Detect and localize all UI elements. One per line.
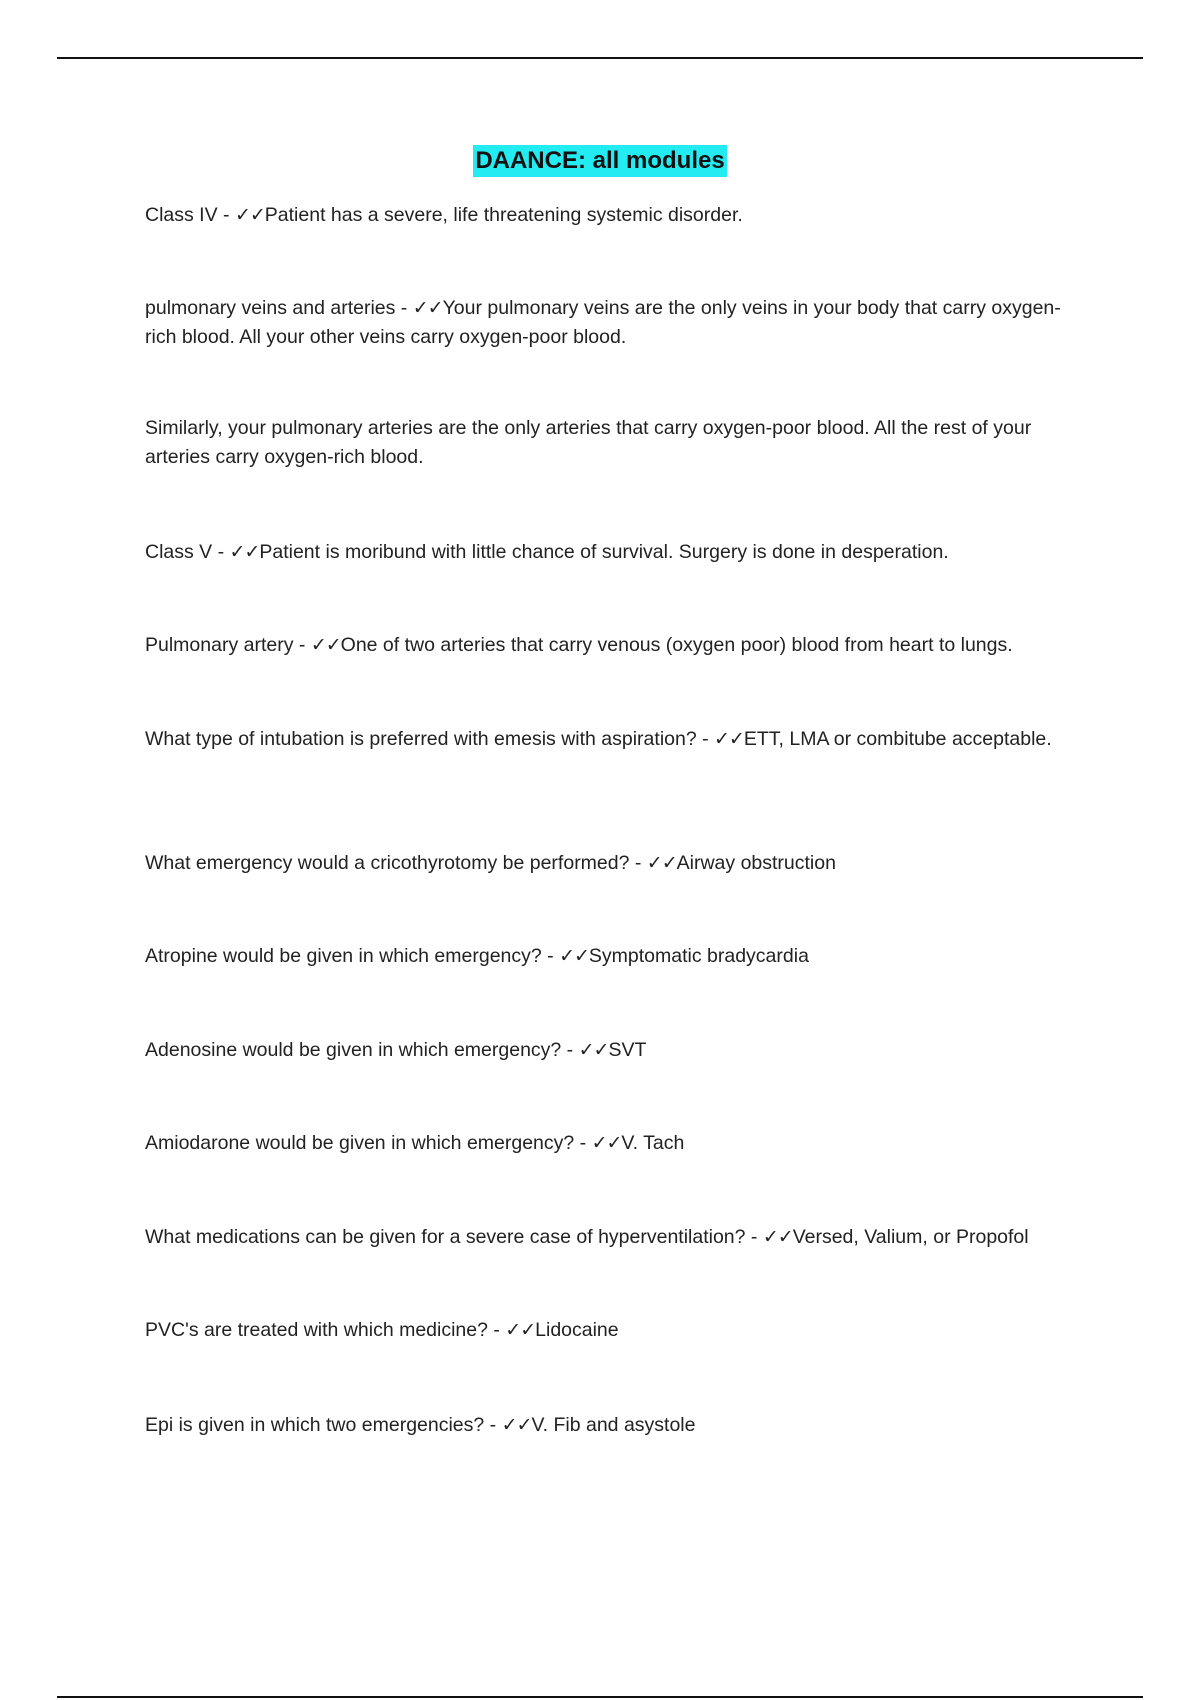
entry-answer: Patient has a severe, life threatening systemic disorder. [264, 204, 743, 226]
double-check-icon: ✓✓ [762, 1226, 793, 1248]
entry-atropine [145, 942, 1085, 971]
entry-term: Class IV - [145, 204, 235, 226]
document-title: DAANCE: all modules [473, 145, 726, 177]
entry-answer: Patient is moribund with little chance of survival. Surgery is done in desperation. [259, 541, 949, 563]
double-check-icon: ✓✓ [591, 1132, 622, 1154]
double-check-icon: ✓✓ [501, 1414, 532, 1436]
entry-intubation [145, 725, 1085, 754]
entry-class-v [145, 538, 1085, 567]
double-check-icon: ✓✓ [505, 1319, 536, 1341]
double-check-icon: ✓✓ [310, 634, 341, 656]
double-check-icon: ✓✓ [234, 204, 265, 226]
double-check-icon: ✓✓ [714, 728, 744, 750]
entry-answer: Similarly, your pulmonary arteries are the only arteries that carry oxygen-poor blood. All the rest of your arteries carry oxygen-rich blood. [145, 417, 1032, 468]
entry-epi [145, 1411, 1085, 1440]
entry-answer: V. Fib and asystole [531, 1414, 696, 1436]
entry-answer: ETT, LMA or combitube acceptable. [743, 728, 1052, 750]
entry-adenosine [145, 1036, 1085, 1065]
title-wrap [0, 145, 1200, 177]
entry-answer: Versed, Valium, or Propofol [792, 1226, 1029, 1248]
double-check-icon: ✓✓ [412, 297, 443, 319]
entry-term: Atropine would be given in which emergency? - [145, 945, 560, 967]
entry-term: Amiodarone would be given in which emergency? - [145, 1132, 592, 1154]
entry-answer: Your pulmonary veins are the only veins in your body that carry oxygen-rich blood. All your other veins carry oxygen-poor blood. [145, 297, 1061, 348]
header-rule [57, 57, 1143, 59]
entry-term: PVC's are treated with which medicine? - [145, 1319, 506, 1341]
entry-cricothyrotomy [145, 849, 1085, 878]
entry-answer: V. Tach [621, 1132, 685, 1154]
entry-answer: Symptomatic bradycardia [588, 945, 809, 967]
entry-term: Class V - [145, 541, 230, 563]
entry-pulmonary-arteries-note [145, 414, 1085, 472]
entry-term: Pulmonary artery - [145, 634, 311, 656]
entry-term: pulmonary veins and arteries - [145, 297, 413, 319]
entry-pulmonary-veins [145, 294, 1085, 352]
entry-pulmonary-artery [145, 631, 1085, 660]
entry-answer: Lidocaine [535, 1319, 619, 1341]
entry-answer: One of two arteries that carry venous (oxygen poor) blood from heart to lungs. [340, 634, 1013, 656]
entry-amiodarone [145, 1129, 1085, 1158]
entry-term: What medications can be given for a severe case of hyperventilation? - [145, 1226, 763, 1248]
footer-rule [57, 1696, 1143, 1698]
entry-class-iv [145, 201, 1085, 230]
entry-pvc [145, 1316, 1085, 1345]
double-check-icon: ✓✓ [646, 852, 677, 874]
entry-answer: SVT [608, 1039, 647, 1061]
entry-term: Epi is given in which two emergencies? - [145, 1414, 502, 1436]
entry-hyperventilation [145, 1223, 1085, 1252]
entry-answer: Airway obstruction [676, 852, 836, 874]
entry-term: What type of intubation is preferred with emesis with aspiration? - [145, 728, 715, 750]
double-check-icon: ✓✓ [559, 945, 589, 967]
entry-term: What emergency would a cricothyrotomy be performed? - [145, 852, 647, 874]
entry-term: Adenosine would be given in which emergency? - [145, 1039, 579, 1061]
double-check-icon: ✓✓ [229, 541, 260, 563]
double-check-icon: ✓✓ [578, 1039, 609, 1061]
